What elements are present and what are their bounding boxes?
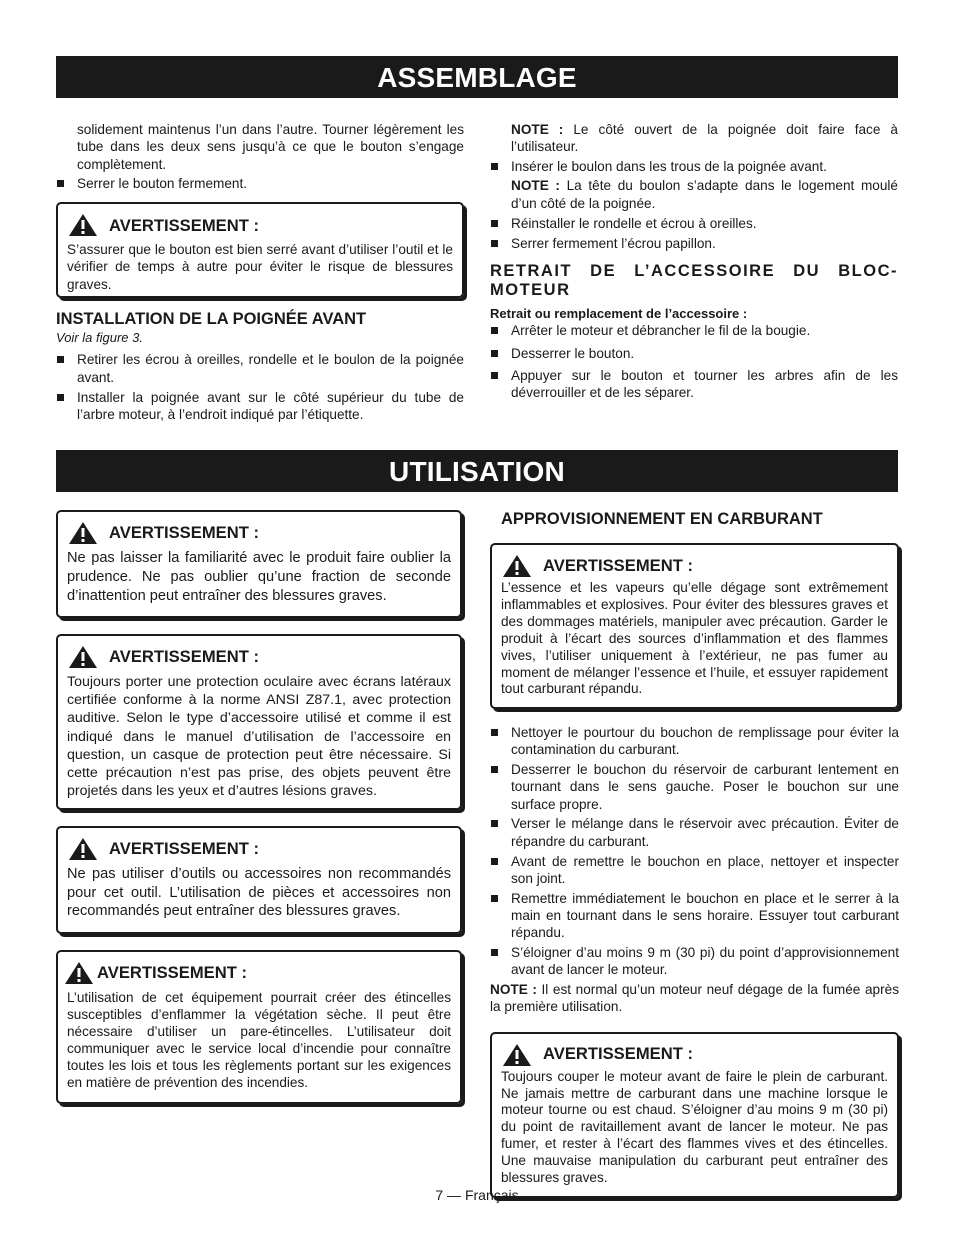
- warning-title: AVERTISSEMENT :: [97, 963, 247, 983]
- warning-triangle-icon: [68, 645, 98, 669]
- bullet-list: [490, 724, 899, 979]
- warning-text: Toujours couper le moteur avant de faire le plein de carburant. Ne jamais mettre de carburant dans une machine lorsque le moteur tourne ou est chaud. S’éloigner d’au moins 9 m (30 pi) du point de ravitaillement avant de lancer le moteur. Ne pas fumer, et rester à l’écart des flammes vives et des étincelles. Une mauvaise manipulation du carburant peut entraîner des blessures graves.: [501, 1068, 888, 1185]
- continued-text: solidement maintenus l’un dans l’autre. Tourner légèrement les tube dans les deux sens jusqu’à ce que le bouton s’engage complètement.: [77, 122, 464, 172]
- page-footer: 7 — Français: [435, 1187, 519, 1203]
- list-item: [490, 853, 899, 888]
- list-item-text: Avant de remettre le bouchon en place, nettoyer et inspecter son joint.: [511, 853, 899, 886]
- list-item: [56, 389, 464, 424]
- utilisation-left-column: [56, 510, 462, 1104]
- list-item-text: Appuyer sur le bouton et tourner les arbres afin de les déverrouiller et de les séparer.: [511, 367, 898, 401]
- warning-text: L’utilisation de cet équipement pourrait créer des étincelles susceptibles d’enflammer la végétation sèche. Il peut être nécessaire d’utiliser un pare-étincelles. L’utilisateur doit communiquer avec le service local d’incendie pour connaître toutes les lois et tous les règlements portant sur les exigences en matière de prévention des incendies.: [67, 990, 451, 1091]
- section-heading: INSTALLATION DE LA POIGNÉE AVANT: [56, 310, 367, 329]
- warning-triangle-icon: [68, 521, 98, 545]
- list-item: [490, 322, 898, 339]
- list-item: [490, 761, 899, 813]
- square-bullet-icon: [491, 949, 498, 956]
- warning-box: [490, 543, 899, 709]
- note-text: Le côté ouvert de la poignée doit faire face à l’utilisateur.: [511, 122, 898, 155]
- warning-text: L’essence et les vapeurs qu’elle dégage sont extrêmement inflammables et explosives. Pour éviter des blessures graves et des dommages matériels, manipuler avec précaution. Garder le produit à l’écart des sources d’inflammation et des flammes vives, l’utiliser uniquement à l’extérieur, ne pas fumer au moment de mélanger l’essence et l’huile, et essuyer rapidement tout carburant répandu.: [501, 580, 888, 697]
- list-item: [56, 351, 464, 386]
- list-item: [490, 815, 899, 850]
- warning-title: AVERTISSEMENT :: [109, 838, 259, 858]
- square-bullet-icon: [491, 220, 498, 227]
- warning-header: [64, 961, 451, 985]
- warning-box: [56, 202, 464, 298]
- warning-triangle-icon: [68, 213, 98, 237]
- list-item: [490, 944, 899, 979]
- square-bullet-icon: [57, 394, 64, 401]
- warning-text: S’assurer que le bouton est bien serré avant d’utiliser l’outil et le vérifier de temps à autre pour éviter le risque de blessures graves.: [67, 242, 453, 292]
- note-paragraph: [490, 177, 898, 212]
- assemblage-left-column: [56, 121, 464, 426]
- list-item-text: Installer la poignée avant sur le côté supérieur du tube de l’arbre moteur, à l’endroit indiqué par l’étiquette.: [77, 389, 464, 422]
- square-bullet-icon: [491, 729, 498, 736]
- square-bullet-icon: [491, 372, 498, 379]
- warning-title: AVERTISSEMENT :: [109, 215, 259, 235]
- section-heading: APPROVISIONNEMENT EN CARBURANT: [501, 510, 823, 528]
- square-bullet-icon: [57, 356, 64, 363]
- list-item-text: Réinstaller le rondelle et écrou à oreilles.: [511, 215, 757, 231]
- list-item: [490, 235, 898, 252]
- note-text: Il est normal qu’un moteur neuf dégage de la fumée après la première utilisation.: [490, 982, 899, 1015]
- square-bullet-icon: [491, 820, 498, 827]
- list-item: [56, 175, 464, 192]
- note-label: NOTE :: [511, 122, 564, 137]
- warning-title: AVERTISSEMENT :: [109, 646, 259, 666]
- section-heading: RETRAIT DE L’ACCESSOIRE DU BLOC-MOTEUR: [490, 262, 898, 300]
- note-paragraph: [490, 981, 899, 1016]
- warning-text: Ne pas utiliser d’outils ou accessoires non recommandés pour cet outil. L’utilisation de pièces et accessoires non recommandés peut entraîner des blessures graves.: [67, 866, 451, 920]
- warning-triangle-icon: [502, 1043, 532, 1067]
- square-bullet-icon: [491, 240, 498, 247]
- warning-header: [68, 837, 451, 861]
- square-bullet-icon: [491, 350, 498, 357]
- list-item: [490, 890, 899, 942]
- list-item-text: Verser le mélange dans le réservoir avec précaution. Éviter de répandre du carburant.: [511, 816, 899, 849]
- square-bullet-icon: [57, 180, 64, 187]
- bullet-list: [490, 215, 898, 252]
- bullet-list: [490, 322, 898, 401]
- list-item: [490, 345, 898, 362]
- square-bullet-icon: [491, 163, 498, 170]
- warning-box: [56, 510, 462, 618]
- warning-triangle-icon: [68, 837, 98, 861]
- note-text: La tête du boulon s’adapte dans le logement moulé d’un côté de la poignée.: [511, 178, 898, 211]
- note-label: NOTE :: [511, 178, 560, 194]
- warning-box: [56, 826, 462, 934]
- list-item-text: Nettoyer le pourtour du bouchon de remplissage pour éviter la contamination du carburant.: [511, 725, 899, 758]
- list-item-text: S’éloigner d’au moins 9 m (30 pi) du point d’approvisionnement avant de lancer le moteur.: [511, 945, 899, 978]
- warning-title: AVERTISSEMENT :: [543, 555, 693, 575]
- note-label: NOTE :: [490, 982, 537, 998]
- square-bullet-icon: [491, 766, 498, 773]
- bullet-list: [490, 158, 898, 175]
- warning-header: [68, 213, 453, 237]
- warning-header: [68, 521, 451, 545]
- warning-box: [56, 634, 462, 810]
- list-item-text: Retirer les écrou à oreilles, rondelle et le boulon de la poignée avant.: [77, 352, 464, 385]
- warning-triangle-icon: [502, 554, 532, 578]
- warning-title: AVERTISSEMENT :: [109, 523, 259, 543]
- subheading: Retrait ou remplacement de l’accessoire :: [490, 306, 748, 322]
- warning-header: [502, 1043, 888, 1067]
- square-bullet-icon: [491, 858, 498, 865]
- bullet-list: [56, 351, 464, 423]
- square-bullet-icon: [491, 327, 498, 334]
- list-item-text: Insérer le boulon dans les trous de la poignée avant.: [511, 158, 827, 174]
- list-item-text: Serrer fermement l’écrou papillon.: [511, 235, 716, 251]
- warning-text: Ne pas laisser la familiarité avec le produit faire oublier la prudence. Ne pas oublier qu’une fraction de seconde d’inattention peut entraîner des blessures graves.: [67, 550, 451, 605]
- list-item: [490, 158, 898, 175]
- list-item-text: Desserrer le bouton.: [511, 345, 635, 361]
- warning-header: [68, 645, 451, 669]
- warning-title: AVERTISSEMENT :: [543, 1044, 693, 1064]
- warning-triangle-icon: [64, 961, 94, 985]
- warning-header: [502, 554, 888, 578]
- utilisation-right-column: [490, 510, 899, 1198]
- section-banner-assemblage: ASSEMBLAGE: [56, 56, 898, 98]
- note-paragraph: [490, 121, 898, 156]
- square-bullet-icon: [491, 895, 498, 902]
- assemblage-right-column: [490, 121, 898, 404]
- list-item-text: Desserrer le bouchon du réservoir de carburant lentement en tournant dans le sens gauche. Poser le bouchon sur une surface propre.: [511, 762, 899, 812]
- bullet-list: [56, 175, 464, 192]
- figure-reference: Voir la figure 3.: [56, 330, 143, 346]
- warning-box: [490, 1032, 899, 1198]
- warning-text: Toujours porter une protection oculaire avec écrans latéraux certifiée conforme à la norme ANSI Z87.1, avec protection auditive. Selon le type d’accessoire utilisé et comme il est indiqué dans le manuel d’utilisation de l’accessoire en question, un casque de protection peut être nécessaire. Si cette précaution n’est pas prise, des objets peuvent être projetés dans les yeux et d’autres lésions graves.: [67, 674, 451, 800]
- section-banner-utilisation: UTILISATION: [56, 450, 898, 492]
- list-item: [490, 367, 898, 402]
- list-item: [490, 215, 898, 232]
- warning-box: [56, 950, 462, 1104]
- list-item-text: Serrer le bouton fermement.: [77, 175, 248, 191]
- list-item-text: Remettre immédiatement le bouchon en place et le serrer à la main en tournant dans le sens horaire. Essuyer tout carburant répandu.: [511, 890, 899, 941]
- list-item-text: Arrêter le moteur et débrancher le fil de la bougie.: [511, 323, 811, 339]
- list-item: [490, 724, 899, 759]
